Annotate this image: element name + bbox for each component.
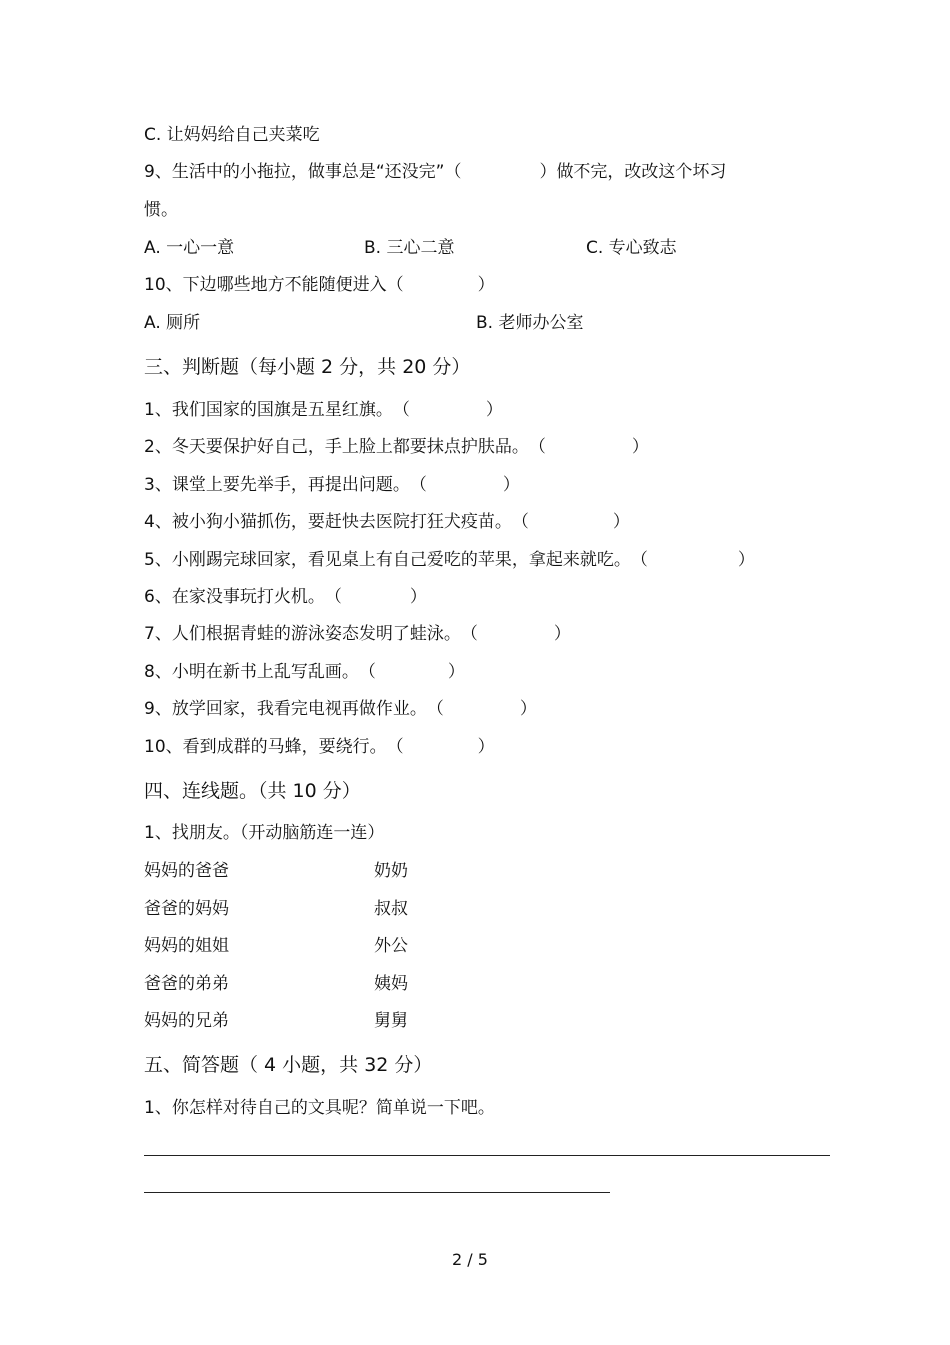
section5-q1: 1、你怎样对待自己的文具呢？简单说一下吧。 xyxy=(144,1098,495,1118)
q9-paren-open: （ xyxy=(444,162,462,182)
q10-paren-close: ） xyxy=(477,275,495,295)
match-right-2[interactable]: 叔叔 xyxy=(374,899,408,919)
paren-close: ） xyxy=(631,437,649,457)
tf-item-10 xyxy=(144,736,495,758)
paren-close: ） xyxy=(612,512,630,532)
tf-item-5 xyxy=(144,549,755,571)
match-right-1[interactable]: 奶奶 xyxy=(374,861,408,881)
tf-item-2 xyxy=(144,436,649,458)
q9-continuation: 惯。 xyxy=(144,200,178,220)
match-left-3[interactable]: 妈妈的姐姐 xyxy=(144,936,229,956)
paren-open: （ xyxy=(324,587,342,607)
tf-item-text: 6、在家没事玩打火机。 xyxy=(144,587,325,607)
tf-item-9 xyxy=(144,698,537,720)
paren-open: （ xyxy=(392,400,410,420)
paren-close: ） xyxy=(502,475,520,495)
paren-open: （ xyxy=(630,550,648,570)
tf-item-text: 2、冬天要保护好自己，手上脸上都要抹点护肤品。 xyxy=(144,437,529,457)
q10-paren-open: （ xyxy=(386,275,404,295)
tf-item-4 xyxy=(144,511,630,533)
q9-question xyxy=(144,161,726,183)
tf-item-6 xyxy=(144,586,427,608)
match-right-4[interactable]: 姨妈 xyxy=(374,974,408,994)
tf-item-text: 9、放学回家，我看完电视再做作业。 xyxy=(144,699,427,719)
section4-instruction: 1、找朋友。（开动脑筋连一连） xyxy=(144,823,385,843)
tf-item-text: 8、小明在新书上乱写乱画。 xyxy=(144,662,359,682)
paren-open: （ xyxy=(358,662,376,682)
q9-paren-close: ） xyxy=(539,162,557,182)
tf-item-text: 4、被小狗小猫抓伤，要赶快去医院打狂犬疫苗。 xyxy=(144,512,512,532)
answer-line-2[interactable] xyxy=(144,1192,610,1193)
q10-prefix: 10、下边哪些地方不能随便进入 xyxy=(144,275,387,295)
tf-item-1 xyxy=(144,399,503,421)
q9-option-a: A. 一心一意 xyxy=(144,238,235,258)
paren-close: ） xyxy=(737,550,755,570)
tf-item-text: 3、课堂上要先举手，再提出问题。 xyxy=(144,475,410,495)
tf-item-text: 10、看到成群的马蜂，要绕行。 xyxy=(144,737,387,757)
paren-close: ） xyxy=(519,699,537,719)
page-number: 2 / 5 xyxy=(452,1250,488,1269)
paren-open: （ xyxy=(409,475,427,495)
tf-item-text: 7、人们根据青蛙的游泳姿态发明了蛙泳。 xyxy=(144,624,461,644)
paren-close: ） xyxy=(553,624,571,644)
section3-title: 三、判断题（每小题 2 分，共 20 分） xyxy=(144,356,471,378)
match-right-5[interactable]: 舅舅 xyxy=(374,1011,408,1031)
paren-open: （ xyxy=(426,699,444,719)
tf-item-7 xyxy=(144,623,571,645)
tf-item-3 xyxy=(144,474,520,496)
tf-item-text: 1、我们国家的国旗是五星红旗。 xyxy=(144,400,393,420)
paren-open: （ xyxy=(511,512,529,532)
answer-line-1[interactable] xyxy=(144,1155,830,1156)
tf-item-8 xyxy=(144,661,465,683)
match-left-1[interactable]: 妈妈的爸爸 xyxy=(144,861,229,881)
paren-close: ） xyxy=(485,400,503,420)
section5-title: 五、简答题（ 4 小题，共 32 分） xyxy=(144,1054,433,1076)
paren-close: ） xyxy=(447,662,465,682)
match-left-2[interactable]: 爸爸的妈妈 xyxy=(144,899,229,919)
q9-option-c: C. 专心致志 xyxy=(586,238,677,258)
q9-suffix: 做不完，改改这个坏习 xyxy=(556,162,727,182)
tf-item-text: 5、小刚踢完球回家，看见桌上有自己爱吃的苹果，拿起来就吃。 xyxy=(144,550,631,570)
q10-question xyxy=(144,274,495,296)
paren-open: （ xyxy=(386,737,404,757)
q9-prefix: 9、生活中的小拖拉，做事总是“还没完” xyxy=(144,162,445,182)
paren-close: ） xyxy=(409,587,427,607)
match-left-5[interactable]: 妈妈的兄弟 xyxy=(144,1011,229,1031)
q8-option-c: C. 让妈妈给自己夹菜吃 xyxy=(144,125,320,145)
paren-open: （ xyxy=(460,624,478,644)
q10-option-a: A. 厕所 xyxy=(144,313,201,333)
q10-option-b: B. 老师办公室 xyxy=(476,313,584,333)
paren-open: （ xyxy=(528,437,546,457)
q9-option-b: B. 三心二意 xyxy=(364,238,455,258)
section4-title: 四、连线题。（共 10 分） xyxy=(144,780,361,802)
match-left-4[interactable]: 爸爸的弟弟 xyxy=(144,974,229,994)
paren-close: ） xyxy=(477,737,495,757)
match-right-3[interactable]: 外公 xyxy=(374,936,408,956)
